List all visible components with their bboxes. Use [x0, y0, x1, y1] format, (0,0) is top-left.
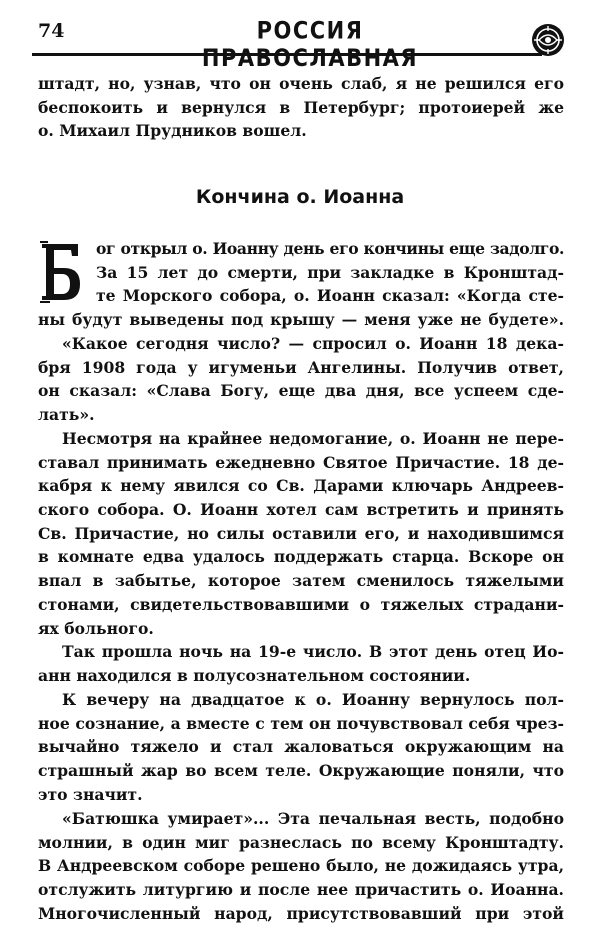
text-line: ное сознание, а вместе с тем он почувствовал себя чрез-	[38, 713, 564, 733]
text-line: это значит.	[38, 784, 143, 804]
paragraph-3	[38, 427, 564, 640]
text-line: бря 1908 года у игуменьи Ангелины. Получив ответ,	[38, 357, 564, 377]
text-line: Многочисленный народ, присутствовавший при этой	[38, 903, 564, 923]
running-title: РОССИЯ ПРАВОСЛАВНАЯ	[201, 16, 419, 72]
text-line: впал в забытье, которое затем сменилось тяжелыми	[38, 571, 564, 591]
paragraph-6	[38, 807, 564, 925]
text-line: «Батюшка умирает»... Эта печальная весть, подобно	[62, 809, 564, 828]
text-line: Несмотря на крайнее недомогание, о. Иоанн не пере-	[62, 429, 564, 448]
page-header	[0, 0, 600, 72]
text-line: о. Михаил Прудников вошел.	[38, 121, 307, 141]
text-line: те Морского собора, о. Иоанн сказал: «Когда сте-	[96, 286, 564, 306]
text-line: в комнате едва удалось поддержать старца. Вскоре он	[38, 547, 564, 567]
text-line: кабря к нему явился со Св. Дарами ключарь Андреев-	[38, 476, 564, 496]
text-line: стонами, свидетельствовавшими о тяжелых страдани-	[38, 594, 564, 614]
paragraph-1	[38, 237, 564, 332]
paragraph-4	[38, 640, 564, 687]
text-line: ях больного.	[38, 618, 154, 638]
text-line: страшный жар во всем теле. Окружающие поняли, что	[38, 761, 564, 781]
continuation-paragraph	[38, 72, 564, 143]
text-line: штадт, но, узнав, что он очень слаб, я не решился его	[38, 74, 564, 93]
section-heading: Кончина о. Иоанна	[195, 186, 405, 208]
page-number: 74	[38, 20, 65, 42]
text-line: В Андреевском соборе решено было, не дожидаясь утра,	[38, 856, 564, 876]
text-line: За 15 лет до смерти, при закладке в Кронштад-	[96, 262, 564, 282]
text-line: вычайно тяжело и стал жаловаться окружающим на	[38, 737, 564, 757]
text-line: ставал принимать ежедневно Святое Причастие. 18 де-	[38, 452, 564, 472]
text-line: беспокоить и вернулся в Петербург; протоиерей же	[38, 97, 564, 117]
text-line: ог открыл о. Иоанну день его кончины еще задолго.	[96, 239, 564, 258]
paragraph-5	[38, 688, 564, 806]
text-line: ны будут выведены под крышу — меня уже не будете».	[38, 310, 564, 330]
text-line: молнии, в один миг разнеслась по всему Кронштадту.	[38, 832, 564, 852]
header-rule	[32, 53, 542, 56]
text-line: «Какое сегодня число? — спросил о. Иоанн 18 дека-	[62, 334, 564, 353]
text-line: К вечеру на двадцатое к о. Иоанну вернулось пол-	[62, 690, 564, 709]
text-line: анн находился в полусознательном состоянии.	[38, 665, 471, 685]
text-line: Так прошла ночь на 19-е число. В этот день отец Ио-	[62, 642, 564, 661]
text-line: ского собора. О. Иоанн хотел сам встретить и принять	[38, 500, 564, 520]
paragraph-2	[38, 332, 564, 427]
text-line: отслужить литургию и после нее причастить о. Иоанна.	[38, 880, 564, 900]
text-line: он сказал: «Слава Богу, еще два дня, все успеем сде-	[38, 381, 564, 401]
text-line: Св. Причастие, но силы оставили его, и находившимся	[38, 523, 564, 543]
text-line: лать».	[38, 405, 95, 425]
